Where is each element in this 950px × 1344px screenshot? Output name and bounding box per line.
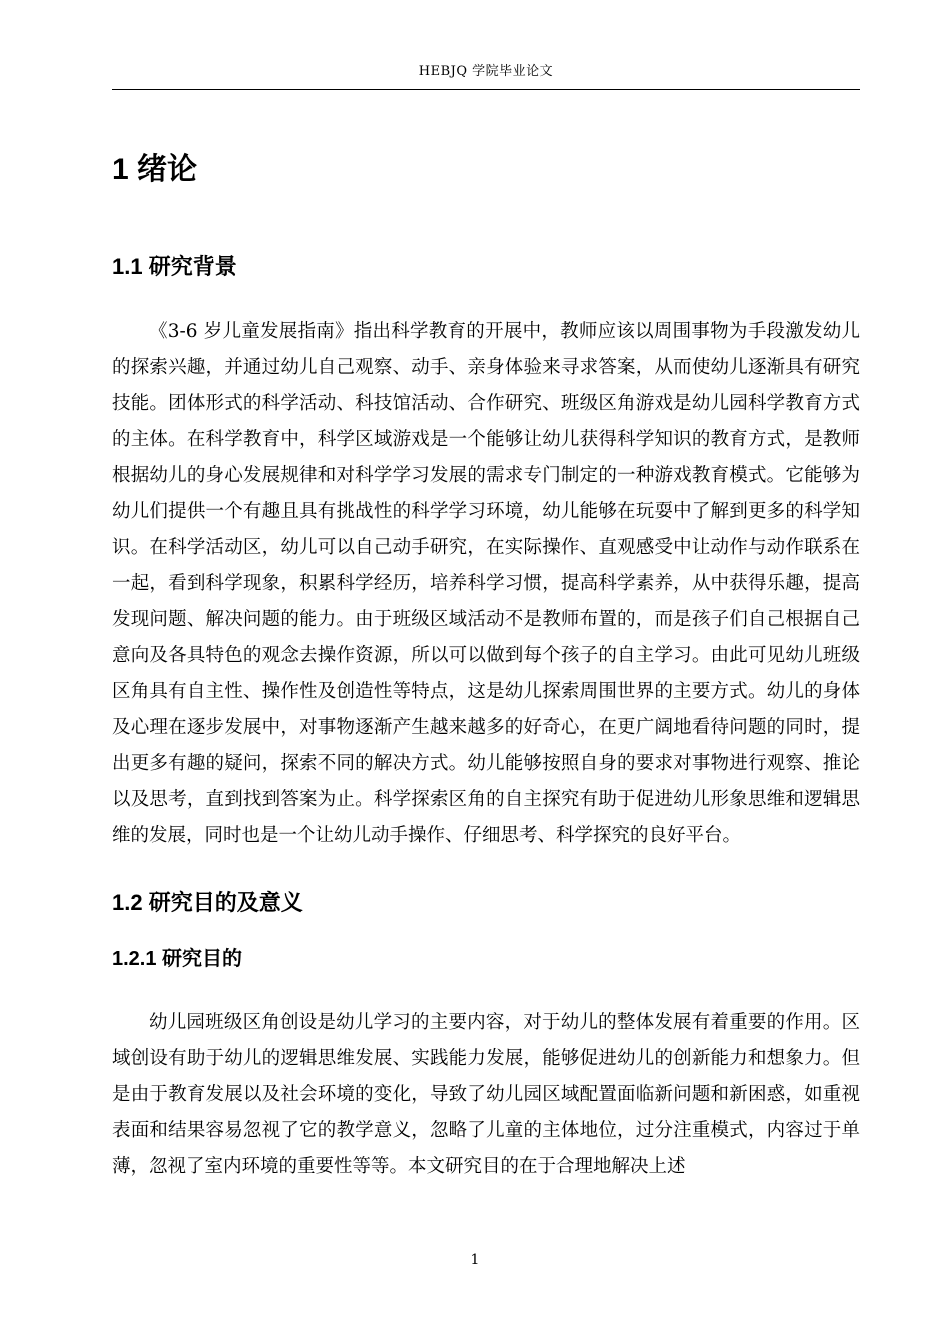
paragraph-research-purpose: 幼儿园班级区角创设是幼儿学习的主要内容，对于幼儿的整体发展有着重要的作用。区域创设有助于幼儿的逻辑思维发展、实践能力发展，能够促进幼儿的创新能力和想象力。但是由于教育发展以及社会环境的变化，导致了幼儿园区域配置面临新问题和新困惑，如重视表面和结果容易忽视了它的教学意义，忽略了儿童的主体地位，过分注重模式，内容过于单薄，忽视了室内环境的重要性等等。本文研究目的在于合理地解决上述 bbox=[112, 1011, 860, 1177]
header-title: HEBJQ 学院毕业论文 bbox=[418, 64, 554, 79]
section-title-background: 1.1 研究背景 bbox=[112, 254, 237, 279]
section-title-purpose-significance: 1.2 研究目的及意义 bbox=[112, 890, 303, 916]
subsection-title-research-purpose: 1.2.1 研究目的 bbox=[112, 947, 243, 970]
page-body bbox=[112, 152, 860, 1185]
paragraph-research-background: 《3-6 岁儿童发展指南》指出科学教育的开展中，教师应该以周围事物为手段激发幼儿的探索兴趣，并通过幼儿自己观察、动手、亲身体验来寻求答案，从而使幼儿逐渐具有研究技能。团体形式的科学活动、科技馆活动、合作研究、班级区角游戏是幼儿园科学教育方式的主体。在科学教育中，科学区域游戏是一个能够让幼儿获得科学知识的教育方式，是教师根据幼儿的身心发展规律和对科学学习发展的需求专门制定的一种游戏教育模式。它能够为幼儿们提供一个有趣且具有挑战性的科学学习环境，幼儿能够在玩耍中了解到更多的科学知识。在科学活动区，幼儿可以自己动手研究，在实际操作、直观感受中让动作与动作联系在一起，看到科学现象，积累科学经历，培养科学习惯，提高科学素养，从中获得乐趣，提高发现问题、解决问题的能力。由于班级区域活动不是教师布置的，而是孩子们自己根据自己意向及各具特色的观念去操作资源，所以可以做到每个孩子的自主学习。由此可见幼儿班级区角具有自主性、操作性及创造性等特点，这是幼儿探索周围世界的主要方式。幼儿的身体及心理在逐步发展中，对事物逐渐产生越来越多的好奇心，在更广阔地看待问题的同时，提出更多有趣的疑问，探索不同的解决方式。幼儿能够按照自身的要求对事物进行观察、推论以及思考，直到找到答案为止。科学探索区角的自主探究有助于促进幼儿形象思维和逻辑思维的发展，同时也是一个让幼儿动手操作、仔细思考、科学探究的良好平台。 bbox=[112, 321, 860, 847]
page-header bbox=[112, 64, 860, 90]
page-number: 1 bbox=[470, 1252, 480, 1268]
chapter-title: 1 绪论 bbox=[112, 153, 198, 186]
page-footer bbox=[0, 1252, 950, 1268]
